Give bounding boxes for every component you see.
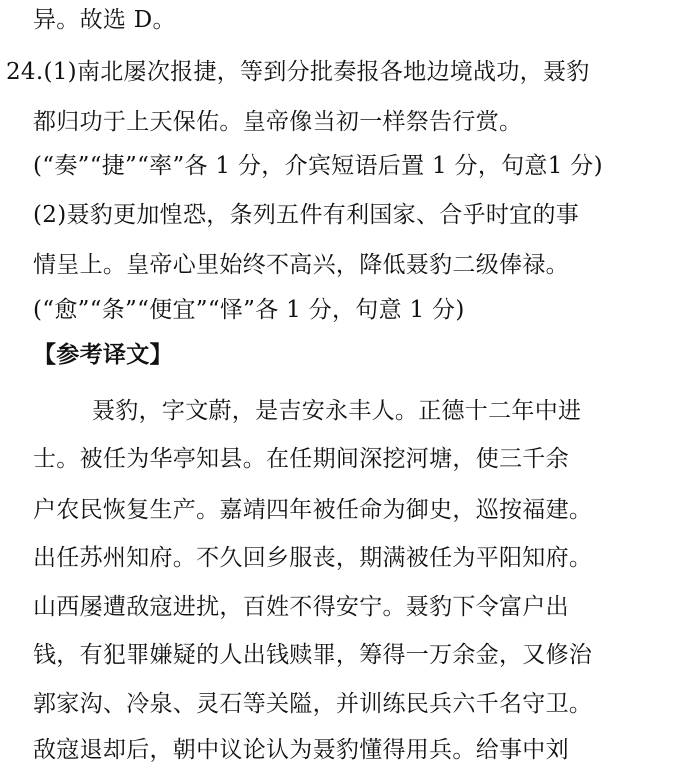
text-line-4: (“奏”“捷”“率”各 1 分，介宾短语后置 1 分，句意1 分) — [33, 153, 603, 179]
text-line-3: 都归功于上天保佑。皇帝像当初一样祭告行赏。 — [33, 109, 523, 135]
text-line-15: 郭家沟、冷泉、灵石等关隘，并训练民兵六千名守卫。 — [33, 691, 593, 717]
text-line-13: 山西屡遭敌寇进扰，百姓不得安宁。聂豹下令富户出 — [33, 594, 569, 620]
text-line-9: 聂豹，字文蔚，是吉安永丰人。正德十二年中进 — [92, 398, 582, 424]
text-line-5: (2)聂豹更加惶恐，条列五件有利国家、合乎时宜的事 — [33, 202, 580, 228]
section-heading: 【参考译文】 — [33, 342, 173, 368]
text-line-10: 士。被任为华亭知县。在任期间深挖河塘，使三千余 — [33, 446, 569, 472]
text-line-1: 异。故选 D。 — [33, 7, 176, 33]
text-line-16: 敌寇退却后，朝中议论认为聂豹懂得用兵。给事中刘 — [33, 737, 569, 763]
text-line-2: 24.(1)南北屡次报捷，等到分批奏报各地边境战功，聂豹 — [6, 59, 590, 85]
text-line-12: 出任苏州知府。不久回乡服丧，期满被任为平阳知府。 — [33, 545, 593, 571]
text-line-14: 钱，有犯罪嫌疑的人出钱赎罪，筹得一万余金，又修治 — [33, 642, 593, 668]
text-line-11: 户农民恢复生产。嘉靖四年被任命为御史，巡按福建。 — [33, 497, 593, 523]
text-line-6: 情呈上。皇帝心里始终不高兴，降低聂豹二级俸禄。 — [33, 252, 569, 278]
text-line-7: (“愈”“条”“便宜”“怿”各 1 分，句意 1 分) — [33, 297, 465, 323]
